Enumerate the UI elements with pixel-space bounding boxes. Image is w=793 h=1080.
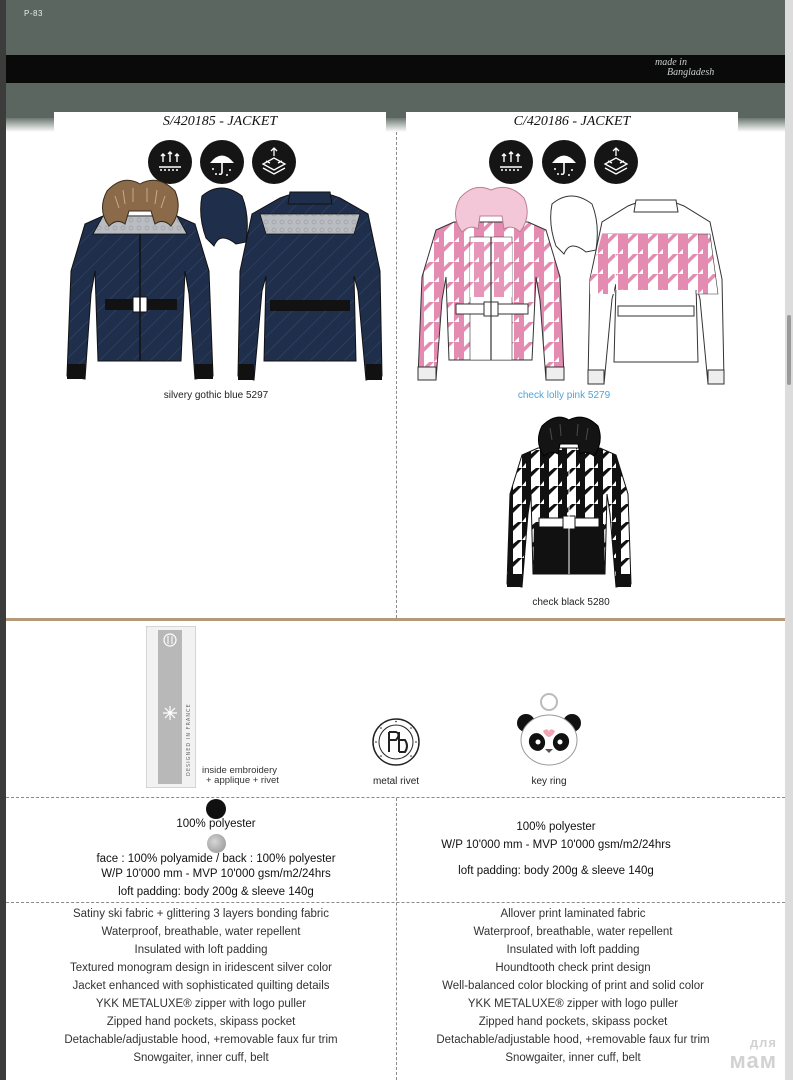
composition-left-3: W/P 10'000 mm - MVP 10'000 gsm/m2/24hrs [101, 868, 331, 880]
product-title-right: C/420186 - JACKET [406, 112, 738, 132]
feature-item: Allover print laminated fabric [500, 908, 646, 920]
feature-item: Well-balanced color blocking of print and solid color [442, 980, 704, 992]
embroidery-caption-line2: + applique + rivet [206, 775, 279, 786]
black-jacket-front-sketch [504, 414, 634, 592]
colorway-caption-navy: silvery gothic blue 5297 [163, 390, 269, 401]
page-number: P-83 [24, 9, 43, 18]
insulation-icon [252, 140, 296, 184]
navy-jacket-front-sketch [63, 176, 218, 386]
page-header [6, 0, 785, 125]
colorway-caption-black: check black 5280 [532, 597, 610, 608]
catalog-page [6, 0, 785, 1080]
scrollbar-track[interactable] [785, 0, 793, 1080]
insulation-icon [594, 140, 638, 184]
divider-vertical-top [396, 132, 397, 618]
feature-item: Detachable/adjustable hood, +removable faux fur trim [64, 1034, 338, 1046]
composition-right-1: 100% polyester [516, 821, 596, 833]
site-watermark [729, 1034, 778, 1073]
composition-left-1: 100% polyester [176, 818, 256, 830]
colorway-caption-pink: check lolly pink 5279 [517, 390, 611, 401]
composition-left-4: loft padding: body 200g & sleeve 140g [118, 886, 314, 898]
embroidery-caption-line1: inside embroidery [202, 765, 277, 776]
feature-item: Insulated with loft padding [134, 944, 268, 956]
watermark-line1: для [749, 1035, 777, 1050]
features-right [378, 905, 768, 1067]
scrollbar-thumb[interactable] [787, 315, 791, 385]
panda-keyring-image [514, 693, 584, 773]
waterproof-umbrella-icon [542, 140, 586, 184]
feature-item: Snowgaiter, inner cuff, belt [505, 1052, 641, 1064]
composition-right-3: loft padding: body 200g & sleeve 140g [458, 865, 654, 877]
feature-item: Waterproof, breathable, water repellent [473, 926, 673, 938]
keyring-caption: key ring [531, 776, 567, 787]
metal-rivet-image [372, 718, 420, 766]
fabric-swatch-silver [207, 834, 226, 853]
feature-item: Detachable/adjustable hood, +removable faux fur trim [436, 1034, 710, 1046]
feature-item: Snowgaiter, inner cuff, belt [133, 1052, 269, 1064]
feature-item: Textured monogram design in iridescent silver color [69, 962, 333, 974]
product-title-left: S/420185 - JACKET [54, 112, 386, 132]
feature-item: YKK METALUXE® zipper with logo puller [467, 998, 679, 1010]
feature-item: Insulated with loft padding [506, 944, 640, 956]
made-in-line1: made in [655, 57, 687, 68]
feature-item: Waterproof, breathable, water repellent [101, 926, 301, 938]
pink-jacket-back-sketch [578, 194, 733, 389]
features-left [6, 905, 396, 1067]
label-designed-in-france: DESIGNED IN FRANCE [186, 703, 192, 776]
made-in-label [655, 58, 735, 78]
composition-right-2: W/P 10'000 mm - MVP 10'000 gsm/m2/24hrs [441, 839, 671, 851]
feature-item: Satiny ski fabric + glittering 3 layers bonding fabric [72, 908, 329, 920]
fabric-swatch-black [206, 799, 226, 819]
feature-item: Jacket enhanced with sophisticated quilting details [72, 980, 330, 992]
feature-item: Houndtooth check print design [495, 962, 651, 974]
woven-label-image [146, 626, 196, 788]
breathable-icon [489, 140, 533, 184]
watermark-line2: мам [729, 1048, 777, 1073]
feature-item: Zipped hand pockets, skipass pocket [106, 1016, 296, 1028]
section-divider [6, 618, 785, 621]
composition-left-2: face : 100% polyamide / back : 100% polyester [96, 853, 336, 865]
feature-item: Zipped hand pockets, skipass pocket [478, 1016, 668, 1028]
feature-item: YKK METALUXE® zipper with logo puller [95, 998, 307, 1010]
navy-jacket-back-sketch [230, 186, 390, 386]
made-in-line2: Bangladesh [667, 67, 715, 78]
rivet-caption: metal rivet [372, 776, 420, 787]
